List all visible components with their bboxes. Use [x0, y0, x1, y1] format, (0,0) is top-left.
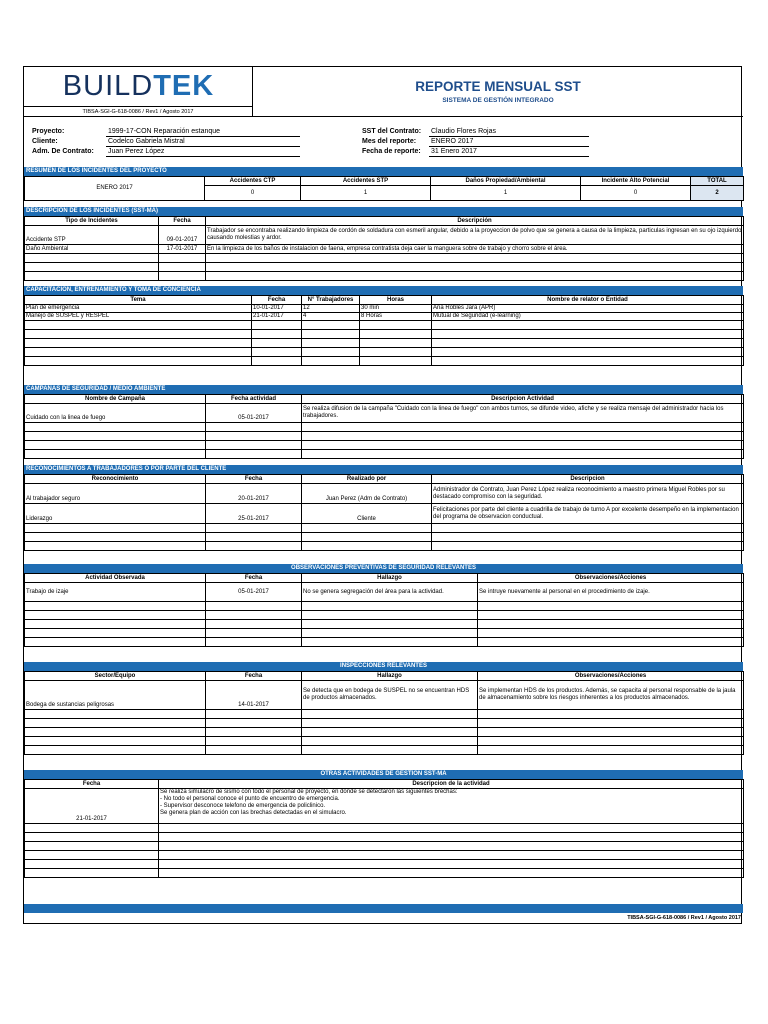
observacion-actividad: Trabajo de izaje [25, 583, 206, 602]
campanas-table [24, 394, 744, 459]
proyecto-value: 1999-17-CON Reparación estanque [106, 127, 300, 137]
observaciones-header: Observaciones/Acciones [478, 574, 744, 583]
capacitacion-header: Tema [25, 296, 252, 305]
reconocimientos-section-title: RECONOCIMIENTOS A TRABAJADORES O POR PARTE DEL CLIENTE [24, 465, 743, 474]
campanas-header: Fecha actividad [206, 395, 302, 404]
report-title: REPORTE MENSUAL SST [415, 79, 581, 94]
capacitacion-tema: Manejo de SUSPEL y RESPEL [25, 313, 252, 321]
campana-desc: Se realiza difusion de la campaña "Cuidado con la linea de fuego" con ambos turnos, se difunde video, afiche y se realiza mensaje del administrador hacia los trabajadores. [302, 404, 744, 423]
reconocimiento-fecha: 25-01-2017 [206, 504, 302, 524]
reconocimiento-por: Juan Perez (Adm de Contrato) [302, 484, 432, 504]
cliente-value: Codelco Gabriela Mistral [106, 137, 300, 147]
footer-bar [24, 904, 743, 913]
otras-line: - No todo el personal conoce el punto de encuentro de emergencia. [160, 796, 340, 802]
resumen-header: Accidentes STP [301, 177, 431, 186]
reconocimiento-desc: Administrador de Contrato, Juan Perez López realiza reconocimiento a maestro primera Miguel Robles por su destacado compromiso con la seguridad. [432, 484, 744, 504]
capacitacion-header: Horas [360, 296, 432, 305]
table-row [25, 681, 744, 710]
incidentes-section-title: DESCRIPCIÓN DE LOS INCIDENTES (SST-MA) [24, 207, 743, 216]
otras-fecha: 21-01-2017 [25, 789, 159, 824]
resumen-header: Daños Propiedad/Ambiental [431, 177, 581, 186]
resumen-value: 0 [205, 186, 301, 201]
logo-part1: BUILD [62, 70, 154, 102]
buildtek-logo [24, 67, 253, 106]
incidentes-header: Descripción [206, 217, 744, 226]
inspeccion-sector: Bodega de sustancias peligrosas [25, 681, 206, 710]
report-subtitle: SISTEMA DE GESTIÓN INTEGRADO [442, 97, 554, 104]
observacion-hallazgo: No se genera segregación del área para la actividad. [302, 583, 478, 602]
logo-part2: TEK [153, 70, 215, 102]
resumen-header: Incidente Alto Potencial [581, 177, 691, 186]
capacitacion-table [24, 295, 744, 366]
incidente-desc: Trabajador se encontraba realizando limpieza de cordón de soldadura con esmeril angular, debido a la proyeccion de polvo que se genera a causa de la limpieza, particulas ingresan en su ojo izquierdo causando molestias y ardor. [206, 226, 744, 245]
reconocimientos-header: Realizado por [302, 475, 432, 484]
reconocimientos-header: Descripcion [432, 475, 744, 484]
capacitacion-relator: Ana Robles Jara (APR) [432, 305, 744, 313]
inspecciones-header: Fecha [206, 672, 302, 681]
capacitacion-tema: Plan de emergencia [25, 305, 252, 313]
proyecto-label: Proyecto: [32, 128, 65, 135]
capacitacion-horas: 30 min [360, 305, 432, 313]
capacitacion-fecha: 21-01-2017 [252, 313, 302, 321]
incidente-fecha: 17-01-2017 [159, 245, 206, 254]
reconocimiento-por: Cliente [302, 504, 432, 524]
reconocimiento-nombre: Al trabajador seguro [25, 484, 206, 504]
incidente-tipo: Accidente STP [25, 226, 159, 245]
inspeccion-acciones: Se implementan HDS de los productos. Además, se capacita al personal responsable de la jaula de almacenamiento sobre los riesgos inherentes a los productos almacenados. [478, 681, 744, 710]
inspecciones-header: Sector/Equipo [25, 672, 206, 681]
capacitacion-header: N° Trabajadores [302, 296, 360, 305]
inspecciones-header: Hallazgo [302, 672, 478, 681]
reconocimientos-header: Fecha [206, 475, 302, 484]
observaciones-header: Hallazgo [302, 574, 478, 583]
capacitacion-header: Fecha [252, 296, 302, 305]
reconocimientos-header: Reconocimiento [25, 475, 206, 484]
inspecciones-section-title: INSPECCIONES RELEVANTES [24, 662, 743, 671]
header-doc-ref: TIBSA-SGI-G-618-0086 / Rev1 / Agosto 2017 [24, 106, 253, 117]
table-row [25, 583, 744, 602]
otras-line: Se genera plan de acción con las brechas detectadas en el simulacro. [160, 810, 347, 816]
resumen-section-title: RESUMEN DE LOS INCIDENTES DEL PROYECTO [24, 167, 743, 176]
capacitacion-header: Nombre de relator o Entidad [432, 296, 744, 305]
otras-table [24, 779, 744, 878]
observaciones-header: Fecha [206, 574, 302, 583]
campana-fecha: 05-01-2017 [206, 404, 302, 423]
otras-line: - Supervisor desconoce telefono de emergencia de policlinico. [160, 803, 326, 809]
incidentes-header: Tipo de Incidentes [25, 217, 159, 226]
sst-label: SST del Contrato: [362, 128, 422, 135]
campanas-header: Nombre de Campaña [25, 395, 206, 404]
table-row [25, 789, 744, 824]
incidente-desc: En la limpieza de los baños de instalacion de faena, empresa contratista deja caer la manguera sobre de trabajo y chorro sobre el área. [206, 245, 744, 254]
otras-descripcion [159, 789, 744, 824]
report-sheet [23, 66, 742, 924]
table-row [25, 313, 744, 321]
reconocimiento-desc: Felicitaciones por parte del cliente a cuadrilla de trabajo de turno A por excelente desempeño en la implementacion del programa de observacion conductual. [432, 504, 744, 524]
capacitacion-trabajadores: 4 [302, 313, 360, 321]
resumen-header: Accidentes CTP [205, 177, 301, 186]
table-row [25, 245, 744, 254]
capacitacion-fecha: 10-01-2017 [252, 305, 302, 313]
table-row [25, 226, 744, 245]
cliente-label: Cliente: [32, 138, 58, 145]
capacitacion-relator: Mutual de Seguridad (e-learning) [432, 313, 744, 321]
fecha-reporte-value: 31 Enero 2017 [429, 147, 589, 157]
otras-header: Descripcion de la actividad [159, 780, 744, 789]
observaciones-section-title: OBSERVACIONES PREVENTIVAS DE SEGURIDAD RELEVANTES [24, 564, 743, 573]
table-row [25, 504, 744, 524]
fecha-reporte-label: Fecha de reporte: [362, 148, 421, 155]
inspeccion-hallazgo: Se detecta que en bodega de SUSPEL no se encuentran HDS de productos almacenados. [302, 681, 478, 710]
resumen-period: ENERO 2017 [25, 177, 205, 201]
incidente-tipo: Daño Ambiental [25, 245, 159, 254]
reconocimiento-fecha: 20-01-2017 [206, 484, 302, 504]
otras-header: Fecha [25, 780, 159, 789]
campanas-section-title: CAMPAÑAS DE SEGURIDAD / MEDIO AMBIENTE [24, 385, 743, 394]
observaciones-header: Actividad Observada [25, 574, 206, 583]
resumen-table [24, 176, 744, 201]
reconocimientos-table [24, 474, 744, 551]
resumen-value: 1 [431, 186, 581, 201]
table-row [25, 404, 744, 423]
resumen-value: 0 [581, 186, 691, 201]
resumen-total: 2 [691, 186, 744, 201]
inspecciones-header: Observaciones/Acciones [478, 672, 744, 681]
mes-value: ENERO 2017 [429, 137, 589, 147]
observaciones-table [24, 573, 744, 647]
campana-nombre: Cuidado con la linea de fuego [25, 404, 206, 423]
adm-label: Adm. De Contrato: [32, 148, 94, 155]
incidentes-header: Fecha [159, 217, 206, 226]
capacitacion-horas: 8 Horas [360, 313, 432, 321]
incidentes-table [24, 216, 744, 281]
table-row [25, 484, 744, 504]
capacitacion-section-title: CAPACITACIÓN, ENTRENAMIENTO Y TOMA DE CONCIENCIA [24, 286, 743, 295]
header-divider [24, 116, 743, 117]
footer-doc-ref: TIBSA-SGI-G-618-0086 / Rev1 / Agosto 2017 [627, 915, 741, 921]
resumen-header: TOTAL [691, 177, 744, 186]
adm-value: Juan Perez López [106, 147, 300, 157]
logo-cell [24, 67, 253, 106]
resumen-value: 1 [301, 186, 431, 201]
sst-value: Claudio Flores Rojas [429, 127, 589, 137]
table-row [25, 305, 744, 313]
observacion-fecha: 05-01-2017 [206, 583, 302, 602]
otras-line: Se realiza simulacro de sismo con todo el personal de proyecto, en donde se detectaron las siguientes brechas: [160, 789, 458, 795]
observacion-acciones: Se intruye nuevamente al personal en el procedimiento de izaje. [478, 583, 744, 602]
mes-label: Mes del reporte: [362, 138, 417, 145]
inspecciones-table [24, 671, 744, 755]
reconocimiento-nombre: Liderazgo [25, 504, 206, 524]
otras-section-title: OTRAS ACTIVIDADES DE GESTIÓN SST-MA [24, 770, 743, 779]
capacitacion-trabajadores: 12 [302, 305, 360, 313]
campanas-header: Descripcion Actividad [302, 395, 744, 404]
inspeccion-fecha: 14-01-2017 [206, 681, 302, 710]
incidente-fecha: 09-01-2017 [159, 226, 206, 245]
